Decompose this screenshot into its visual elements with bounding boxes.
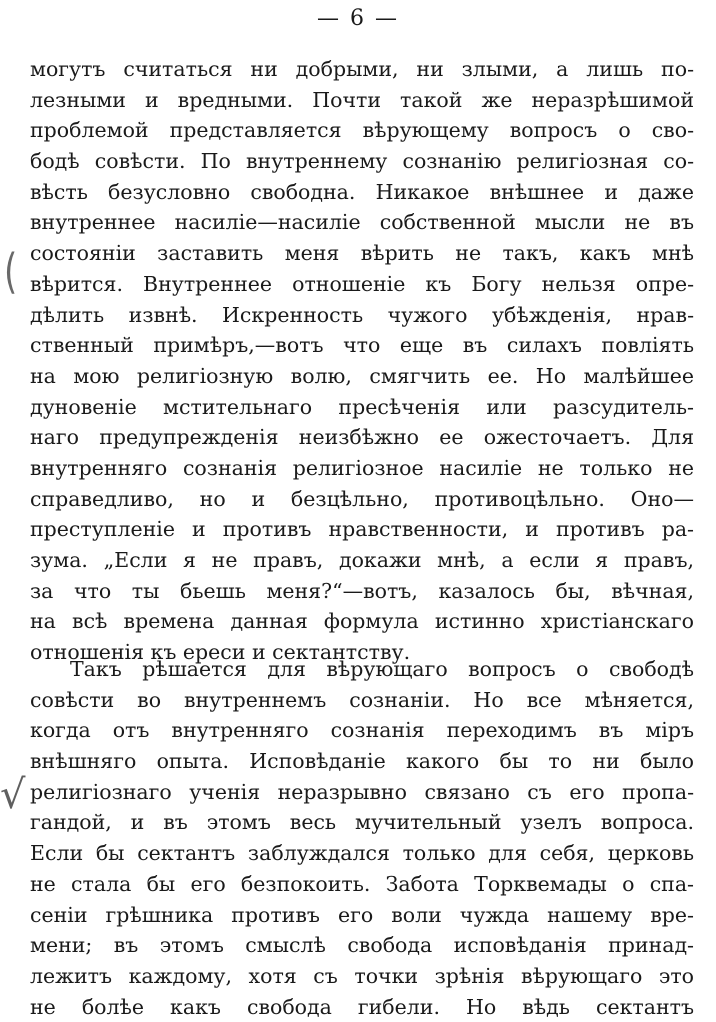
text-line: не болѣе какъ свобода гибели. Но вѣдь сектантъ	[30, 994, 694, 1019]
text-line: вѣрится. Внутреннее отношеніе къ Богу нельзя опре-	[30, 271, 694, 296]
text-line: дуновеніе мстительнаго пресѣченія или разсудитель-	[30, 394, 694, 419]
text-line: могутъ считаться ни добрыми, ни злыми, а лишь по-	[30, 57, 694, 81]
text-line: наго предупрежденія неизбѣжно ее ожесточаетъ. Для	[30, 425, 694, 450]
text-line: лежитъ каждому, хотя съ точки зрѣнія вѣрующаго это	[30, 963, 694, 988]
text-line: на всѣ времена данная формула истинно христіанскаго	[30, 609, 694, 634]
text-line: сеніи грѣшника противъ его воли чужда нашему вре-	[30, 902, 694, 927]
text-line: преступленіе и противъ нравственности, и противъ ра-	[30, 517, 694, 542]
text-line: Такъ рѣшается для вѣрующаго вопросъ о свободѣ	[70, 657, 694, 681]
text-line: когда отъ внутренняго сознанія переходимъ въ міръ	[30, 718, 694, 743]
text-line: ственный примѣръ,—вотъ что еще въ силахъ повліять	[30, 333, 694, 358]
text-line: бодѣ совѣсти. По внутреннему сознанію религіозная со-	[30, 149, 694, 174]
text-line: проблемой представляется вѣрующему вопросъ о сво-	[30, 118, 694, 143]
text-line: гандой, и въ этомъ весь мучительный узелъ вопроса.	[30, 810, 694, 835]
margin-check-mark: √	[0, 772, 26, 818]
text-line: лезными и вредными. Почти такой же неразрѣшимой	[30, 87, 694, 112]
text-line: за что ты бьешь меня?“—вотъ, казалось бы, вѣчная,	[30, 578, 694, 603]
text-line: дѣлить извнѣ. Искренность чужого убѣжденія, нрав-	[30, 302, 694, 327]
page-number: — 6 —	[317, 6, 399, 31]
text-line: справедливо, но и безцѣльно, противоцѣльно. Оно—	[30, 486, 694, 511]
text-line: совѣсти во внутреннемъ сознаніи. Но все мѣняется,	[30, 687, 694, 712]
margin-bracket-mark: (	[4, 244, 18, 300]
text-line: Если бы сектантъ заблуждался только для себя, церковь	[30, 841, 694, 866]
text-line: на мою религіозную волю, смягчить ее. Но малѣйшее	[30, 363, 694, 388]
text-line: отношенія къ ереси и сектантству.	[30, 640, 411, 665]
text-line: мени; въ этомъ смыслѣ свобода исповѣданія принад-	[30, 933, 694, 958]
text-line: вѣсть безусловно свободна. Никакое внѣшнее и даже	[30, 179, 694, 204]
paragraph-2	[30, 654, 694, 1022]
text-line: не стала бы его безпокоить. Забота Торквемады о спа-	[30, 871, 694, 896]
text-line: религіознаго ученія неразрывно связано съ его пропа-	[30, 779, 694, 804]
text-line: внѣшняго опыта. Исповѣданіе какого бы то ни было	[30, 749, 694, 774]
text-line: зума. „Если я не правъ, докажи мнѣ, а если я правъ,	[30, 548, 694, 572]
text-line: состояніи заставить меня вѣрить не такъ, какъ мнѣ	[30, 241, 694, 266]
text-line: внутреннее насиліе—насиліе собственной мысли не въ	[30, 210, 694, 235]
paragraph-1	[30, 54, 694, 668]
text-line: внутренняго сознанія религіозное насиліе не только не	[30, 455, 694, 480]
